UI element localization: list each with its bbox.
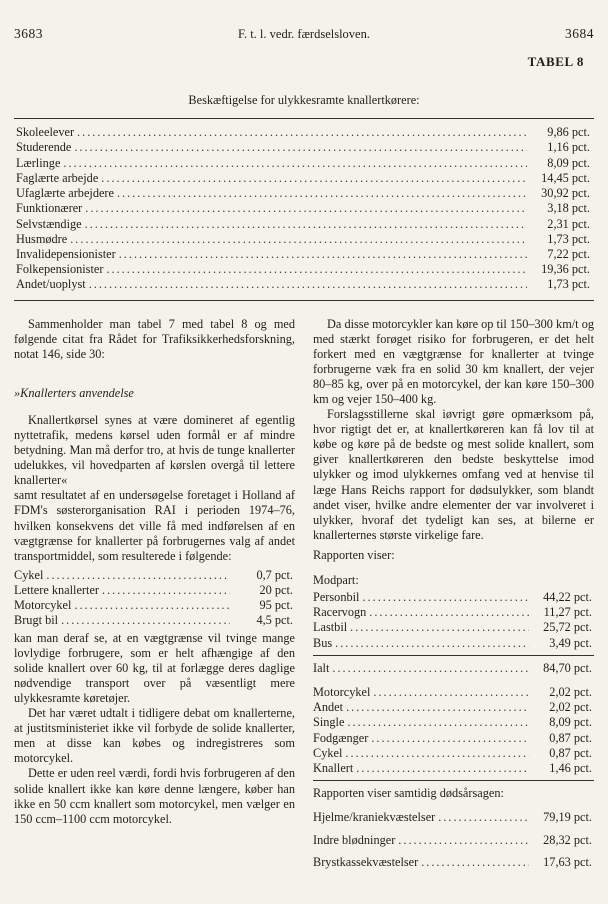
table-row — [313, 700, 594, 715]
row-value: 25,72 pct. — [543, 620, 592, 635]
opponent-heading: Modpart: — [313, 573, 359, 588]
row-label: Knallert — [313, 761, 354, 776]
table-row — [313, 620, 594, 635]
death-cause-table — [313, 810, 594, 870]
row-label: Lettere knallerter — [14, 583, 99, 598]
dot-leader — [398, 833, 529, 848]
row-value: 19,36 pct. — [541, 262, 590, 277]
row-value: 2,02 pct. — [549, 685, 592, 700]
dot-leader — [332, 661, 529, 676]
dot-leader — [70, 232, 527, 247]
paragraph: Dette er uden reel værdi, fordi hvis forbrugeren af den solide knallert ikke kan køre denne længere, køber han ikke en 50 ccm knallert som motorcykel, men vælger en 150 ccm–1100 ccm motorcykel. — [14, 766, 296, 826]
row-label: Motorcykel — [313, 685, 371, 700]
row-label: Faglærte arbejde — [16, 170, 99, 185]
paragraph: samt resultatet af en undersøgelse foretaget i Holland af FDM's søsterorganisation RAI i perioden 1974–76, hvilken konsekvens det ville få med indførelsen af en vægtgrænse for knallerter på forbrugernes valg af andet transportmiddel, som resulterede i følgende: — [14, 488, 295, 563]
table-row — [16, 186, 592, 201]
row-value: 0,7 pct. — [256, 567, 293, 582]
row-label: Single — [313, 715, 345, 730]
row-value: 95 pct. — [259, 598, 293, 613]
row-label: Andet — [313, 700, 344, 715]
row-value: 2,31 pct. — [547, 216, 590, 231]
dot-leader — [362, 590, 529, 605]
table-divider — [313, 655, 594, 656]
table-row — [313, 761, 594, 776]
table-row — [14, 583, 295, 598]
row-value: 9,86 pct. — [547, 125, 590, 140]
row-label: Fodgænger — [313, 730, 369, 745]
dot-leader — [119, 247, 527, 262]
table-row — [16, 232, 592, 247]
row-label: Husmødre — [16, 231, 68, 246]
row-label: Cykel — [313, 745, 343, 760]
row-label: Brugt bil — [14, 613, 59, 628]
paragraph: Da disse motorcykler kan køre op til 150–300 km/t og med stærkt forøget risiko for forbrugeren, er det helt forkert med en vægtgrænse for knallerter at tvinge forbrugerne væk fra en solid 30 km knallert, der vejer 80–85 kg, over på en motorcykel, der kan køre 150–300 km og vejer 150–400 kg. — [313, 316, 594, 406]
table-row — [16, 201, 592, 216]
row-value: 1,46 pct. — [549, 761, 592, 776]
row-label: Racervogn — [313, 605, 367, 620]
row-label: Studerende — [16, 140, 72, 155]
paragraph: Knallertkørsel synes at være domineret af egentlig nyttetrafik, medens kørsel uden formål er af mindre betydning. Man må derfor tro, at hvis de tunge knallerter udelukkes, vil hovedparten af kørslen overgå til lettere knallerter« — [14, 412, 295, 488]
dot-leader — [421, 855, 529, 870]
table-row — [313, 636, 594, 651]
dot-leader — [74, 140, 527, 155]
table-row — [313, 746, 594, 761]
row-value: 3,49 pct. — [549, 635, 592, 650]
dot-leader — [63, 156, 527, 171]
table-row — [16, 277, 592, 292]
dot-leader — [438, 810, 529, 825]
row-label: Invalidepensionister — [16, 246, 116, 261]
paragraph: Sammenholder man tabel 7 med tabel 8 og med følgende citat fra Rådet for Trafiksikkerhedsforskning, notat 146, side 30: — [14, 316, 295, 361]
table-row — [16, 262, 592, 277]
two-column-body — [14, 317, 594, 877]
dot-leader — [335, 636, 529, 651]
table-row — [313, 731, 594, 746]
row-label: Brystkassekvæstelser — [313, 854, 419, 869]
left-column — [14, 317, 295, 877]
dot-leader — [347, 715, 529, 730]
row-value: 1,73 pct. — [547, 277, 590, 292]
table-row — [16, 125, 592, 140]
dot-leader — [101, 171, 527, 186]
table-row — [313, 685, 594, 700]
table-row — [16, 247, 592, 262]
total-row — [313, 661, 594, 676]
page-number-left: 3683 — [14, 26, 43, 41]
transport-choice-table — [14, 568, 295, 629]
dot-leader — [46, 568, 230, 583]
table-divider — [313, 780, 594, 781]
dot-leader — [350, 620, 529, 635]
table-row — [14, 613, 295, 628]
main-table-title: Beskæftigelse for ulykkesramte knallertkørere: — [188, 93, 420, 108]
row-value: 8,09 pct. — [547, 155, 590, 170]
table-row — [16, 217, 592, 232]
row-value: 17,63 pct. — [543, 854, 592, 869]
table-row — [313, 590, 594, 605]
paragraph: kan man deraf se, at en vægtgrænse vil tvinge mange lovlydige forbrugere, som er helt afhængige af den solide knallert over 60 kg, til at forlægge deres daglige nødvendige transport over på væsentligt mere ulykkesramte køretøjer. — [14, 630, 295, 706]
dot-leader — [373, 685, 529, 700]
row-label: Lærlinge — [16, 155, 61, 170]
dot-leader — [74, 598, 230, 613]
row-value: 84,70 pct. — [543, 660, 592, 675]
page-number-right: 3684 — [565, 26, 594, 41]
row-value: 11,27 pct. — [543, 605, 592, 620]
row-value: 20 pct. — [259, 583, 293, 598]
row-label: Indre blødninger — [313, 832, 396, 847]
row-label: Folkepensionister — [16, 262, 104, 277]
report-intro: Rapporten viser: — [313, 547, 395, 562]
dot-leader — [369, 605, 529, 620]
row-value: 0,87 pct. — [549, 745, 592, 760]
row-label: Personbil — [313, 590, 360, 605]
row-value: 8,09 pct. — [549, 715, 592, 730]
row-value: 3,18 pct. — [547, 201, 590, 216]
dot-leader — [117, 186, 527, 201]
table-row — [16, 171, 592, 186]
dot-leader — [85, 201, 527, 216]
table-row — [16, 156, 592, 171]
row-label: Andet/uoplyst — [16, 277, 86, 292]
table-row — [14, 598, 295, 613]
row-label: Motorcykel — [14, 598, 72, 613]
dot-leader — [89, 277, 527, 292]
paragraph: Forslagsstillerne skal iøvrigt gøre opmærksom på, hvor rigtigt det er, at knallertkøreren kan få lov til at købe og køre på de bedste og mest solide knallert, som giver knallertkøreren den bedste beskyttelse imod ulykker og imod ulykkernes omfang ved at henvise til læge Hans Reichs rapport for dødsulykker, som blandt andet viser, hvilke andre elementer der var involveret i ulykker, hvoraf det tydeligt kan ses, at bilerne er knallerternes største virkelige fare. — [313, 407, 594, 542]
table-row — [313, 715, 594, 730]
table-row — [313, 833, 594, 848]
dot-leader — [61, 613, 230, 628]
running-title: F. t. l. vedr. færdselsloven. — [238, 27, 370, 41]
opponent-table — [313, 572, 594, 781]
dot-leader — [356, 761, 529, 776]
row-label: Ufaglærte arbejdere — [16, 186, 114, 201]
row-value: 0,87 pct. — [549, 730, 592, 745]
cause-intro: Rapporten viser samtidig dødsårsagen: — [313, 786, 504, 801]
row-value: 28,32 pct. — [543, 832, 592, 847]
row-label: Ialt — [313, 660, 330, 675]
row-label: Cykel — [14, 567, 44, 582]
table-row — [313, 605, 594, 620]
table-number-label: TABEL 8 — [527, 54, 584, 70]
row-value: 79,19 pct. — [543, 810, 592, 825]
row-value: 14,45 pct. — [541, 170, 590, 185]
row-value: 1,16 pct. — [547, 140, 590, 155]
right-column — [313, 317, 594, 877]
table-row — [16, 140, 592, 155]
row-label: Skoleelever — [16, 125, 75, 140]
row-label: Lastbil — [313, 620, 348, 635]
row-label: Bus — [313, 635, 333, 650]
dot-leader — [85, 217, 527, 232]
row-label: Funktionærer — [16, 201, 83, 216]
dot-leader — [106, 262, 527, 277]
dot-leader — [346, 700, 529, 715]
table-row — [14, 568, 295, 583]
table-row — [313, 855, 594, 870]
occupation-table — [14, 118, 594, 300]
row-value: 44,22 pct. — [543, 590, 592, 605]
dot-leader — [102, 583, 230, 598]
row-value: 2,02 pct. — [549, 700, 592, 715]
table-row — [313, 810, 594, 825]
page-header — [14, 26, 594, 42]
row-value: 4,5 pct. — [256, 613, 293, 628]
row-value: 30,92 pct. — [541, 186, 590, 201]
row-value: 1,73 pct. — [547, 231, 590, 246]
row-label: Selvstændige — [16, 216, 82, 231]
row-value: 7,22 pct. — [547, 246, 590, 261]
quote-heading: »Knallerters anvendelse — [14, 385, 134, 400]
paragraph: Det har været udtalt i tidligere debat om knallerterne, at justitsministeriet ikke vil forbyde de solide knallerter, men at disse kan købes og indregistreres som motorcykel. — [14, 706, 295, 766]
row-label: Hjelme/kraniekvæstelser — [313, 810, 436, 825]
dot-leader — [77, 125, 527, 140]
dot-leader — [345, 746, 529, 761]
dot-leader — [371, 731, 529, 746]
